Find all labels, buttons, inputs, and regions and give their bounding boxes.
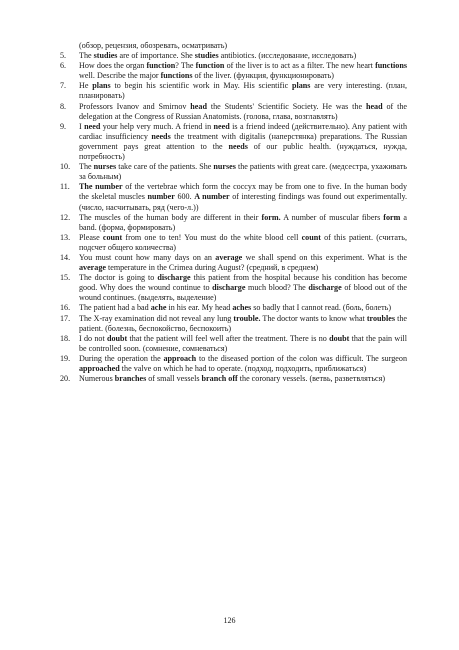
list-item <box>60 51 407 61</box>
list-item <box>60 314 407 334</box>
list-item <box>60 81 407 101</box>
item-text: You must count how many days on an average we shall spend on this experiment. What is the average temperature in the Crimea during August? (средний, в среднем) <box>79 252 408 273</box>
list-item <box>60 61 407 81</box>
item-text: How does the organ function? The function of the liver is to act as a filter. The new heart functions well. Describe the major functions of the liver. (функция, функционировать) <box>79 61 407 81</box>
item-number: 7. <box>60 81 67 91</box>
item-text: I need your help very much. A friend in need is a friend indeed (действительно). Any patient with cardiac insufficiency needs the treatment with digitalis (наперстянка) preparations. The Russian government pays great attention to the needs of our public health. (нуждаться, нужда, потребность) <box>79 121 408 162</box>
item-text: Numerous branches of small vessels branch off the coronary vessels. (ветвь, разветвляться) <box>79 374 386 384</box>
item-text: The muscles of the human body are different in their form. A number of muscular fibers form a band. (форма, формировать) <box>79 212 407 232</box>
item-text: Please count from one to ten! You must do the white blood cell count of this patient. (считать, подсчет общего количества) <box>79 232 408 252</box>
continued-line: (обзор, рецензия, обозревать, осматривать) <box>79 41 228 50</box>
item-number: 5. <box>60 51 67 61</box>
item-text: During the operation the approach to the diseased portion of the colon was difficult. The surgeon approached the valve on which he had to operate. (подход, подходить, приближаться) <box>79 353 407 373</box>
item-text: The doctor is going to discharge this patient from the hospital because his condition has become good. Why does the wound continue to discharge much blood? The discharge of blood out of the wound continues. (выделять, выделение) <box>79 273 407 303</box>
vocabulary-list <box>60 51 407 384</box>
item-text: He plans to begin his scientific work in May. His scientific plans are very interesting. (план, планировать) <box>79 81 407 101</box>
list-item <box>60 233 407 253</box>
list-item <box>60 182 407 212</box>
item-text: The number of the vertebrae which form the coccyx may be from one to five. In the human body the skeletal muscles number 600. A number of interesting findings was found out experimentally. (число, насчитывать, ряд (чего-л.)) <box>79 182 407 212</box>
item-number: 10. <box>60 162 71 172</box>
list-item <box>60 102 407 122</box>
list-item <box>60 162 407 182</box>
list-item <box>60 354 407 374</box>
list-item <box>60 374 407 384</box>
list-item <box>60 303 407 313</box>
item-number: 9. <box>60 121 67 131</box>
item-number: 17. <box>60 313 71 323</box>
item-number: 20. <box>60 374 71 384</box>
item-text: The patient had a bad ache in his ear. My head aches so badly that I cannot read. (боль, болеть) <box>79 303 392 313</box>
item-number: 19. <box>60 353 71 363</box>
item-number: 13. <box>60 232 71 242</box>
item-number: 14. <box>60 252 71 262</box>
item-text: The nurses take care of the patients. She nurses the patients with great care. (медсестра, ухаживать за больным) <box>79 162 407 182</box>
item-number: 12. <box>60 212 71 222</box>
list-item <box>60 253 407 273</box>
page-number: 126 <box>223 616 236 625</box>
item-text: The studies are of importance. She studies antibiotics. (исследование, исследовать) <box>79 51 357 61</box>
list-item <box>60 122 407 162</box>
item-text: Professors Ivanov and Smirnov head the Students' Scientific Society. He was the head of the delegation at the Congress of Russian Anatomists. (голова, глава, возглавлять) <box>79 101 407 121</box>
item-number: 11. <box>60 182 70 192</box>
item-number: 8. <box>60 101 67 111</box>
list-item <box>60 213 407 233</box>
item-number: 18. <box>60 333 71 343</box>
list-item <box>60 273 407 303</box>
list-item <box>60 334 407 354</box>
item-text: The X-ray examination did not reveal any lung trouble. The doctor wants to know what troubles the patient. (болезнь, беспокойство, беспокоить) <box>79 313 407 333</box>
item-number: 6. <box>60 61 67 71</box>
item-number: 15. <box>60 273 71 283</box>
item-text: I do not doubt that the patient will feel well after the treatment. There is no doubt that the pain will be controlled soon. (сомнение, сомневаться) <box>79 333 407 353</box>
item-number: 16. <box>60 303 71 313</box>
